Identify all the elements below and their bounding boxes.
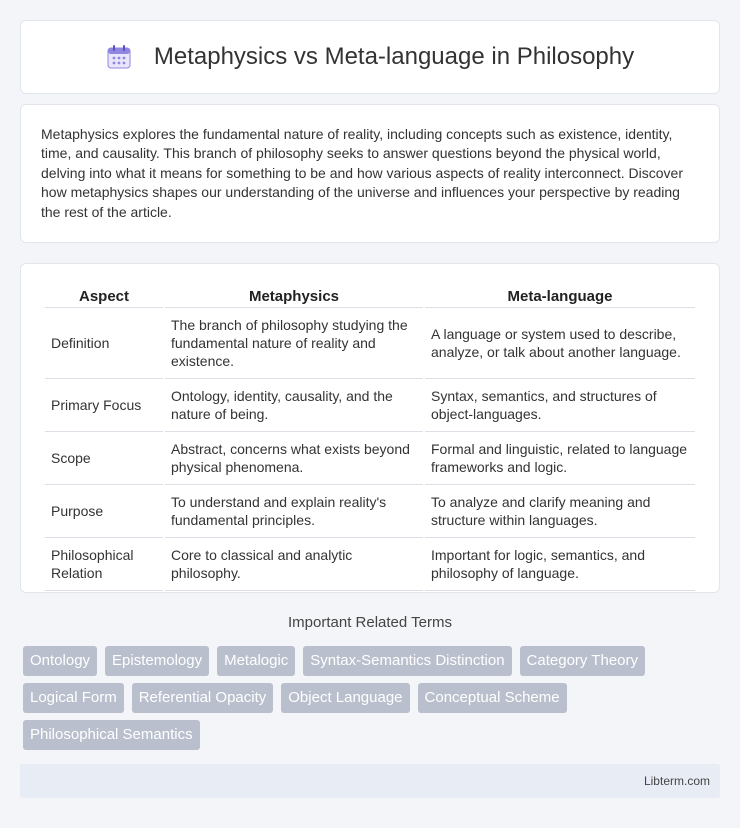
table-row — [45, 432, 695, 485]
cell-metaphysics: Ontology, identity, causality, and the nature of being. — [165, 379, 423, 432]
calendar-icon — [106, 44, 132, 70]
table-row — [45, 379, 695, 432]
cell-metaphysics: Core to classical and analytic philosophy. — [165, 538, 423, 591]
tag-epistemology[interactable]: Epistemology — [105, 646, 209, 676]
tag-logical-form[interactable]: Logical Form — [23, 683, 124, 713]
cell-aspect: Definition — [45, 308, 163, 379]
tag-metalogic[interactable]: Metalogic — [217, 646, 295, 676]
comparison-table — [43, 284, 697, 591]
header-aspect: Aspect — [45, 284, 163, 308]
cell-metalanguage: To analyze and clarify meaning and structure within languages. — [425, 485, 695, 538]
cell-aspect: Purpose — [45, 485, 163, 538]
table-row — [45, 538, 695, 591]
cell-metaphysics: To understand and explain reality's fundamental principles. — [165, 485, 423, 538]
related-terms-list — [23, 646, 723, 750]
table-row — [45, 308, 695, 379]
related-terms-title: Important Related Terms — [288, 614, 452, 631]
table-row — [45, 485, 695, 538]
table-header-row — [45, 284, 695, 308]
tag-syntax-semantics-distinction[interactable]: Syntax-Semantics Distinction — [303, 646, 511, 676]
cell-metaphysics: Abstract, concerns what exists beyond physical phenomena. — [165, 432, 423, 485]
header-metaphysics: Metaphysics — [165, 284, 423, 308]
cell-metalanguage: Formal and linguistic, related to language frameworks and logic. — [425, 432, 695, 485]
footer — [20, 764, 720, 798]
cell-aspect: Philosophical Relation — [45, 538, 163, 591]
intro-text: Metaphysics explores the fundamental nature of reality, including concepts such as existence, identity, time, and causality. This branch of philosophy seeks to answer questions beyond the physical world, delving into what it means for something to be and how various aspects of reality interconnect. Discover how metaphysics shapes our understanding of the universe and influences your perspective by reading the rest of the article. — [41, 126, 683, 220]
header-card — [20, 20, 720, 94]
header-metalanguage: Meta-language — [425, 284, 695, 308]
tag-referential-opacity[interactable]: Referential Opacity — [132, 683, 274, 713]
tag-object-language[interactable]: Object Language — [281, 683, 409, 713]
tag-ontology[interactable]: Ontology — [23, 646, 97, 676]
cell-metalanguage: Important for logic, semantics, and philosophy of language. — [425, 538, 695, 591]
cell-aspect: Scope — [45, 432, 163, 485]
tag-philosophical-semantics[interactable]: Philosophical Semantics — [23, 720, 200, 750]
intro-card — [20, 104, 720, 243]
comparison-table-card — [20, 263, 720, 593]
cell-metalanguage: Syntax, semantics, and structures of object-languages. — [425, 379, 695, 432]
cell-aspect: Primary Focus — [45, 379, 163, 432]
tag-category-theory[interactable]: Category Theory — [520, 646, 645, 676]
page-title: Metaphysics vs Meta-language in Philosophy — [153, 43, 635, 70]
tag-conceptual-scheme[interactable]: Conceptual Scheme — [418, 683, 567, 713]
cell-metalanguage: A language or system used to describe, analyze, or talk about another language. — [425, 308, 695, 379]
cell-metaphysics: The branch of philosophy studying the fundamental nature of reality and existence. — [165, 308, 423, 379]
footer-site-link[interactable]: Libterm.com — [643, 774, 710, 788]
